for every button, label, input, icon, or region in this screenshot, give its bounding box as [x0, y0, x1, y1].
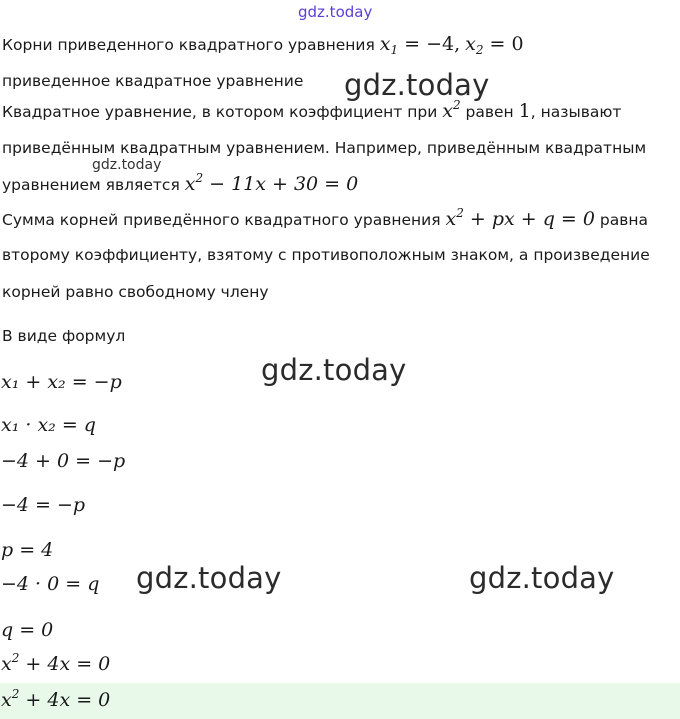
- watermark-4: gdz.today: [469, 561, 615, 595]
- top-watermark: gdz.today: [298, 3, 373, 21]
- definition-line-2: приведённым квадратным уравнением. Например, приведённым квадратным: [2, 139, 647, 157]
- formula-step-3: −4 · 0 = q: [1, 573, 100, 595]
- theorem-line-2: второму коэффициенту, взятому с противоположным знаком, а произведение: [2, 246, 650, 264]
- term-line: приведенное квадратное уравнение: [2, 72, 304, 90]
- watermark-2: gdz.today: [261, 353, 407, 387]
- final-answer: $x^2 + 4x = 0$: [1, 687, 111, 711]
- root-x2: $x_2 = 0$: [465, 33, 524, 57]
- root-x1: $x_1 = -4$,: [379, 33, 461, 57]
- formula-p-value: p = 4: [1, 539, 54, 561]
- formula-product: x₁ · x₂ = q: [1, 414, 96, 436]
- example-equation: $x^2 - 11x + 30 = 0$: [184, 171, 359, 195]
- formula-equation: $x^2 + 4x = 0$: [1, 651, 111, 675]
- watermark-3: gdz.today: [136, 561, 282, 595]
- theorem-line-1: Сумма корней приведённого квадратного уравнения $x^2$ + px + q = 0 равна: [2, 206, 649, 230]
- formula-sum: x₁ + x₂ = −p: [1, 371, 122, 393]
- formula-step-2: −4 = −p: [1, 494, 86, 516]
- theorem-line-3: корней равно свободному члену: [2, 283, 269, 301]
- watermark-small: gdz.today: [92, 157, 162, 173]
- x-squared: $x^2$: [442, 98, 461, 122]
- formula-q-value: q = 0: [1, 619, 54, 641]
- title-line: [2, 34, 524, 55]
- formulas-heading: В виде формул: [2, 327, 126, 345]
- definition-line-1: Квадратное уравнение, в котором коэффициент при $x^2$ равен 1, называют: [2, 98, 622, 122]
- definition-line-3: уравнением является $x^2 - 11x + 30 = 0$: [2, 171, 359, 195]
- formula-step-1: −4 + 0 = −p: [1, 450, 126, 472]
- title-text: Корни приведенного квадратного уравнения: [2, 36, 375, 54]
- watermark-1: gdz.today: [344, 68, 490, 102]
- general-equation: $x^2$ + px + q = 0: [445, 206, 595, 230]
